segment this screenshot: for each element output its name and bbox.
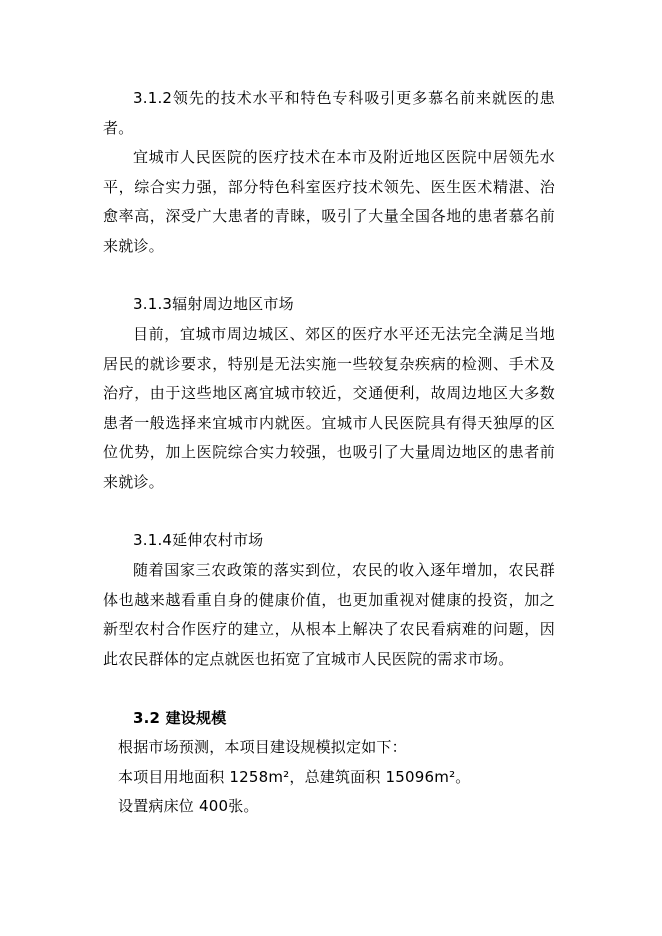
scale-beds-line: 设置病床位 400张。 <box>118 797 259 815</box>
section-3-1-2-body: 宜城市人民医院的医疗技术在本市及附近地区医院中居领先水平，综合实力强，部分特色科室医疗技术领先、医生医术精湛、治愈率高，深受广大患者的青睐，吸引了大量全国各地的患者慕名前来就诊。 <box>103 148 555 255</box>
section-3-2-heading: 3.2 建设规模 <box>133 709 227 727</box>
scale-intro: 根据市场预测，本项目建设规模拟定如下： <box>118 738 407 756</box>
scale-area-line: 本项目用地面积 1258m²，总建筑面积 15096m²。 <box>118 768 471 786</box>
section-3-1-3-body: 目前，宜城市周边城区、郊区的医疗水平还无法完全满足当地居民的就诊要求，特别是无法实施一些较复杂疾病的检测、手术及治疗，由于这些地区离宜城市较近，交通便利，故周边地区大多数患者一般选择来宜城市内就医。宜城市人民医院具有得天独厚的区位优势，加上医院综合实力较强，也吸引了大量周边地区的患者前来就诊。 <box>103 325 555 491</box>
section-3-1-3-heading: 3.1.3辐射周边地区市场 <box>133 295 294 313</box>
section-3-1-4-heading: 3.1.4延伸农村市场 <box>133 531 264 549</box>
section-3-1-2-heading: 3.1.2领先的技术水平和特色专科吸引更多慕名前来就医的患者。 <box>103 89 555 137</box>
section-3-1-4-body: 随着国家三农政策的落实到位，农民的收入逐年增加，农民群体也越来越看重自身的健康价值，也更加重视对健康的投资，加之新型农村合作医疗的建立，从根本上解决了农民看病难的问题，因此农民群体的定点就医也拓宽了宜城市人民医院的需求市场。 <box>103 561 555 668</box>
